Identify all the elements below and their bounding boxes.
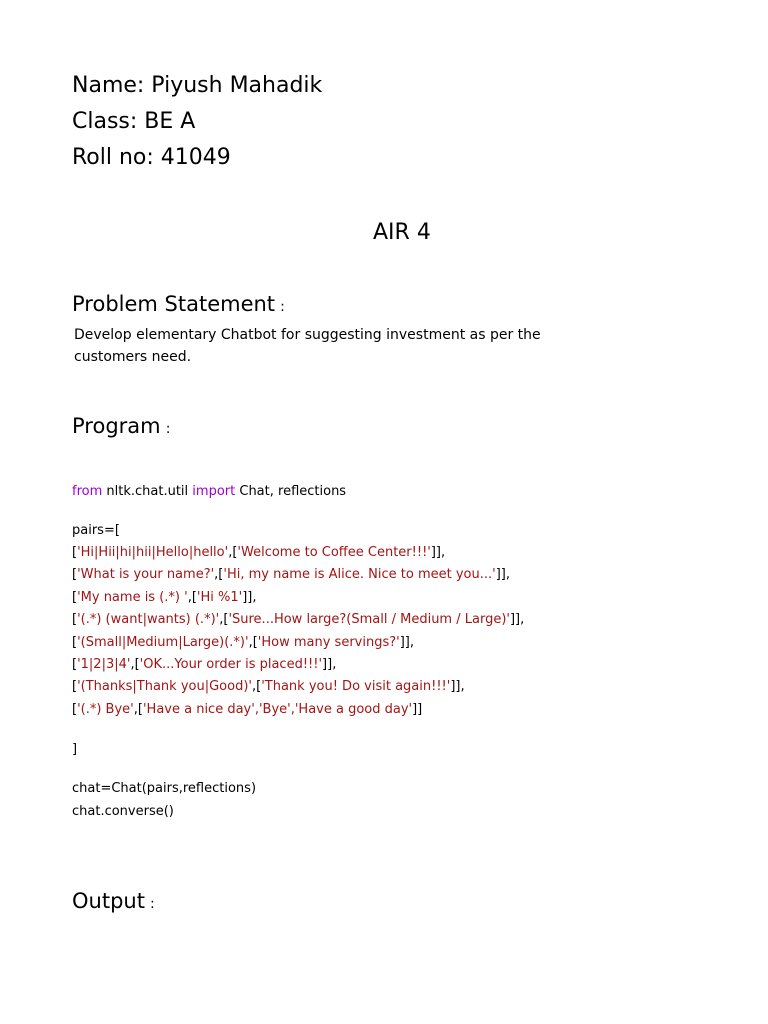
keyword-import: import	[192, 484, 236, 499]
pair-responses: 'Have a nice day','Bye','Have a good day'	[142, 701, 413, 717]
output-label: Output	[72, 889, 145, 913]
pair-close-bracket: ]],	[399, 634, 414, 650]
pair-separator: ,[	[248, 634, 258, 650]
code-chat-line-1: chat=Chat(pairs,reflections)	[72, 781, 257, 796]
assignment-title: AIR 4	[373, 220, 431, 245]
pair-open-bracket: [	[72, 545, 78, 560]
program-heading	[72, 414, 170, 438]
code-pair-line	[72, 702, 422, 717]
pair-responses: 'Sure...How large?(Small / Medium / Large)'	[228, 612, 510, 628]
student-class: Class: BE A	[72, 109, 196, 134]
pair-separator: ,[	[251, 679, 262, 695]
code-pair-line	[72, 567, 510, 582]
pair-pattern: 'My name is (.*) '	[77, 589, 188, 605]
pair-pattern: 'Hi|Hii|hi|hii|Hello|hello'	[77, 545, 229, 560]
code-pairs-open: pairs=[	[72, 523, 120, 538]
import-names: Chat, reflections	[235, 484, 347, 499]
pair-close-bracket: ]]	[412, 701, 423, 717]
import-module: nltk.chat.util	[102, 484, 193, 499]
pair-open-bracket: [	[72, 657, 78, 672]
student-roll-no: Roll no: 41049	[72, 145, 231, 170]
pair-close-bracket: ]],	[242, 589, 257, 605]
pair-separator: ,[	[214, 567, 224, 583]
pair-open-bracket: [	[72, 679, 78, 695]
pair-pattern: '(.*) Bye'	[77, 701, 134, 717]
code-pair-line	[72, 679, 465, 694]
pair-close-bracket: ]],	[430, 545, 446, 560]
code-chat-line-2: chat.converse()	[72, 804, 174, 819]
pair-responses: 'Welcome to Coffee Center!!!'	[237, 545, 431, 560]
code-pair-line	[72, 590, 257, 605]
student-name: Name: Piyush Mahadik	[72, 73, 323, 98]
output-heading	[72, 889, 155, 913]
code-pair-line	[72, 635, 414, 650]
pair-pattern: '(Small|Medium|Large)(.*)'	[77, 634, 249, 650]
pair-close-bracket: ]],	[509, 612, 525, 628]
problem-statement-line-1: Develop elementary Chatbot for suggesting investment as per the	[74, 327, 541, 343]
code-pair-line	[72, 657, 336, 672]
program-colon: :	[165, 421, 171, 437]
pair-pattern: 'What is your name?'	[77, 567, 215, 583]
pair-responses: 'How many servings?'	[257, 634, 400, 650]
code-import-line	[72, 484, 346, 499]
pair-responses: 'OK...Your order is placed!!!'	[139, 657, 323, 672]
code-pair-line	[72, 545, 445, 560]
pair-open-bracket: [	[72, 589, 78, 605]
problem-statement-label: Problem Statement	[72, 292, 276, 316]
pair-pattern: '(Thanks|Thank you|Good)'	[77, 679, 252, 695]
pair-open-bracket: [	[72, 634, 78, 650]
pair-separator: ,[	[133, 701, 143, 717]
pair-close-bracket: ]],	[322, 657, 337, 672]
pair-responses: 'Hi, my name is Alice. Nice to meet you...'	[223, 567, 496, 583]
pair-separator: ,[	[219, 612, 229, 628]
pair-pattern: '(.*) (want|wants) (.*)'	[77, 612, 220, 628]
pair-close-bracket: ]],	[450, 679, 465, 695]
output-colon: :	[150, 896, 155, 912]
pair-separator: ,[	[130, 657, 140, 672]
pair-open-bracket: [	[72, 612, 78, 628]
code-pairs-close: ]	[72, 742, 78, 757]
pair-close-bracket: ]],	[495, 567, 510, 583]
problem-statement-heading	[72, 292, 285, 316]
problem-statement-line-2: customers need.	[74, 349, 192, 365]
pair-responses: 'Thank you! Do visit again!!!'	[261, 679, 451, 695]
pair-responses: 'Hi %1'	[196, 589, 243, 605]
pair-separator: ,[	[228, 545, 238, 560]
pair-pattern: '1|2|3|4'	[77, 657, 131, 672]
pair-separator: ,[	[187, 589, 197, 605]
pair-open-bracket: [	[72, 567, 78, 583]
program-label: Program	[72, 414, 161, 438]
problem-statement-colon: :	[280, 299, 285, 315]
pair-open-bracket: [	[72, 701, 78, 717]
code-pair-line	[72, 612, 524, 627]
keyword-from: from	[72, 484, 103, 499]
